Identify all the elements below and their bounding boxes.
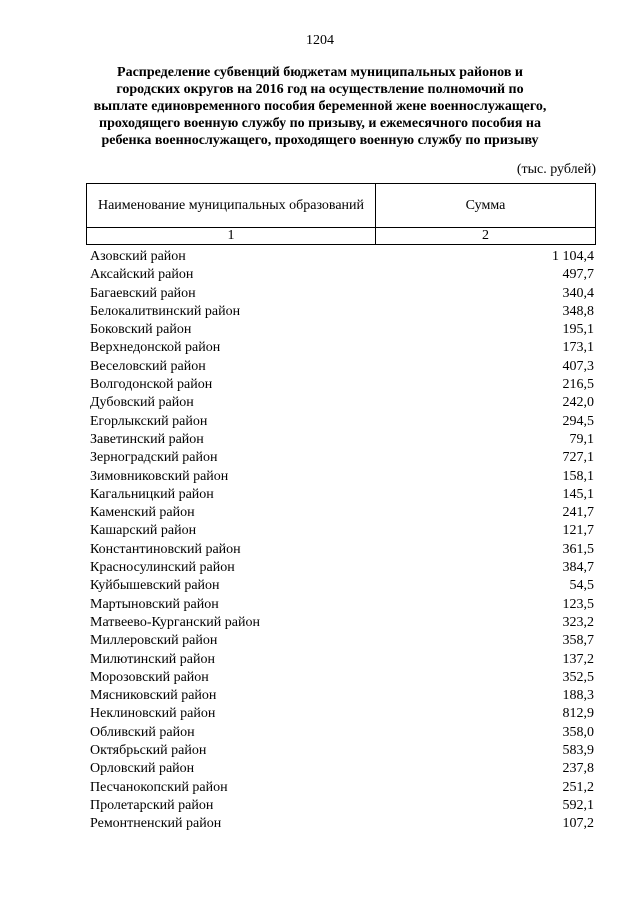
- amount-value: 107,2: [562, 816, 594, 832]
- amount-value: 173,1: [562, 340, 594, 356]
- amount-value: 54,5: [569, 578, 594, 594]
- amount-value: 340,4: [562, 285, 594, 301]
- district-name: Аксайский район: [90, 267, 194, 283]
- amount-value: 79,1: [569, 431, 594, 447]
- table-row: [90, 469, 596, 487]
- amount-value: 195,1: [562, 322, 594, 338]
- document-title: Распределение субвенций бюджетам муниципальных районов и городских округов на 2016 год на осуществление полномочий по выплате единовременного пособия беременной жене военнослужащего, проходящего военную службу по призыву, и ежемесячного пособия на ребенка военнослужащего, проходящего военную службу по призыву: [93, 65, 547, 148]
- table-row: [90, 725, 596, 743]
- amount-value: 242,0: [562, 395, 594, 411]
- table-row: [90, 267, 596, 285]
- district-name: Октябрьский район: [90, 743, 207, 759]
- district-name: Багаевский район: [90, 285, 196, 301]
- table-header: [86, 183, 596, 245]
- table-row: [90, 633, 596, 651]
- district-name: Морозовский район: [90, 669, 209, 685]
- district-name: Кагальницкий район: [90, 486, 214, 502]
- table-row: [90, 359, 596, 377]
- amount-value: 592,1: [562, 797, 594, 813]
- table-row: [90, 706, 596, 724]
- district-name: Белокалитвинский район: [90, 303, 241, 319]
- district-name: Миллеровский район: [90, 633, 218, 649]
- amount-value: 812,9: [562, 706, 594, 722]
- district-name: Милютинский район: [90, 651, 216, 667]
- district-name: Заветинский район: [90, 431, 204, 447]
- district-name: Мартыновский район: [90, 596, 219, 612]
- table-row: [90, 432, 596, 450]
- table-row: [90, 395, 596, 413]
- district-name: Зерноградский район: [90, 450, 218, 466]
- table-row: [90, 578, 596, 596]
- district-name: Зимовниковский район: [90, 468, 229, 484]
- amount-value: 358,0: [562, 724, 594, 740]
- district-name: Азовский район: [90, 249, 186, 264]
- table-row: [90, 560, 596, 578]
- table-row: [90, 322, 596, 340]
- table-row: [90, 798, 596, 816]
- table-row: [90, 286, 596, 304]
- amount-value: 583,9: [562, 743, 594, 759]
- amount-value: 358,7: [562, 633, 594, 649]
- amount-value: 323,2: [562, 614, 594, 630]
- page-number: 1204: [306, 33, 334, 48]
- district-name: Кашарский район: [90, 523, 197, 539]
- table-row: [90, 615, 596, 633]
- amount-value: 1 104,4: [552, 249, 594, 264]
- table-row: [90, 670, 596, 688]
- table-row: [90, 780, 596, 798]
- units-label: (тыс. рублей): [516, 162, 596, 177]
- district-name: Мясниковский район: [90, 688, 217, 704]
- amount-value: 216,5: [562, 377, 594, 393]
- amount-value: 294,5: [562, 413, 594, 429]
- column-header-name: Наименование муниципальных образований: [87, 184, 376, 228]
- table-row: [90, 597, 596, 615]
- amount-value: 727,1: [562, 450, 594, 466]
- column-header-sum: Сумма: [376, 184, 596, 228]
- amount-value: 237,8: [562, 761, 594, 777]
- table-row: [90, 743, 596, 761]
- amount-value: 137,2: [562, 651, 594, 667]
- table-row: [90, 340, 596, 358]
- table-row: [90, 505, 596, 523]
- table-row: [90, 523, 596, 541]
- table-row: [90, 761, 596, 779]
- amount-value: 348,8: [562, 303, 594, 319]
- table-row: [90, 304, 596, 322]
- district-name: Волгодонской район: [90, 377, 213, 393]
- table-row: [90, 688, 596, 706]
- district-name: Дубовский район: [90, 395, 194, 411]
- district-name: Ремонтненский район: [90, 816, 222, 832]
- district-name: Красносулинский район: [90, 560, 235, 576]
- column-number-2: 2: [376, 228, 596, 245]
- amount-value: 123,5: [562, 596, 594, 612]
- district-name: Обливский район: [90, 724, 195, 740]
- district-name: Верхнедонской район: [90, 340, 221, 356]
- district-name: Пролетарский район: [90, 797, 214, 813]
- amount-value: 407,3: [562, 358, 594, 374]
- table-row: [90, 487, 596, 505]
- amount-value: 361,5: [562, 541, 594, 557]
- amount-value: 188,3: [562, 688, 594, 704]
- district-name: Куйбышевский район: [90, 578, 220, 594]
- table-row: [90, 414, 596, 432]
- district-name: Песчанокопский район: [90, 779, 228, 795]
- amount-value: 384,7: [562, 560, 594, 576]
- district-name: Боковский район: [90, 322, 192, 338]
- table-row: [90, 249, 596, 267]
- district-name: Матвеево-Курганский район: [90, 614, 260, 630]
- amount-value: 121,7: [562, 523, 594, 539]
- district-name: Константиновский район: [90, 541, 241, 557]
- table-row: [90, 450, 596, 468]
- district-name: Веселовский район: [90, 358, 206, 374]
- amount-value: 251,2: [562, 779, 594, 795]
- table-row: [90, 377, 596, 395]
- amount-value: 145,1: [562, 486, 594, 502]
- table-body: [90, 249, 596, 835]
- district-name: Неклиновский район: [90, 706, 216, 722]
- amount-value: 158,1: [562, 468, 594, 484]
- district-name: Каменский район: [90, 505, 195, 521]
- table-row: [90, 816, 596, 834]
- amount-value: 241,7: [562, 505, 594, 521]
- table-row: [90, 652, 596, 670]
- column-number-1: 1: [87, 228, 376, 245]
- amount-value: 352,5: [562, 669, 594, 685]
- district-name: Орловский район: [90, 761, 195, 777]
- amount-value: 497,7: [562, 267, 594, 283]
- table-row: [90, 542, 596, 560]
- district-name: Егорлыкский район: [90, 413, 208, 429]
